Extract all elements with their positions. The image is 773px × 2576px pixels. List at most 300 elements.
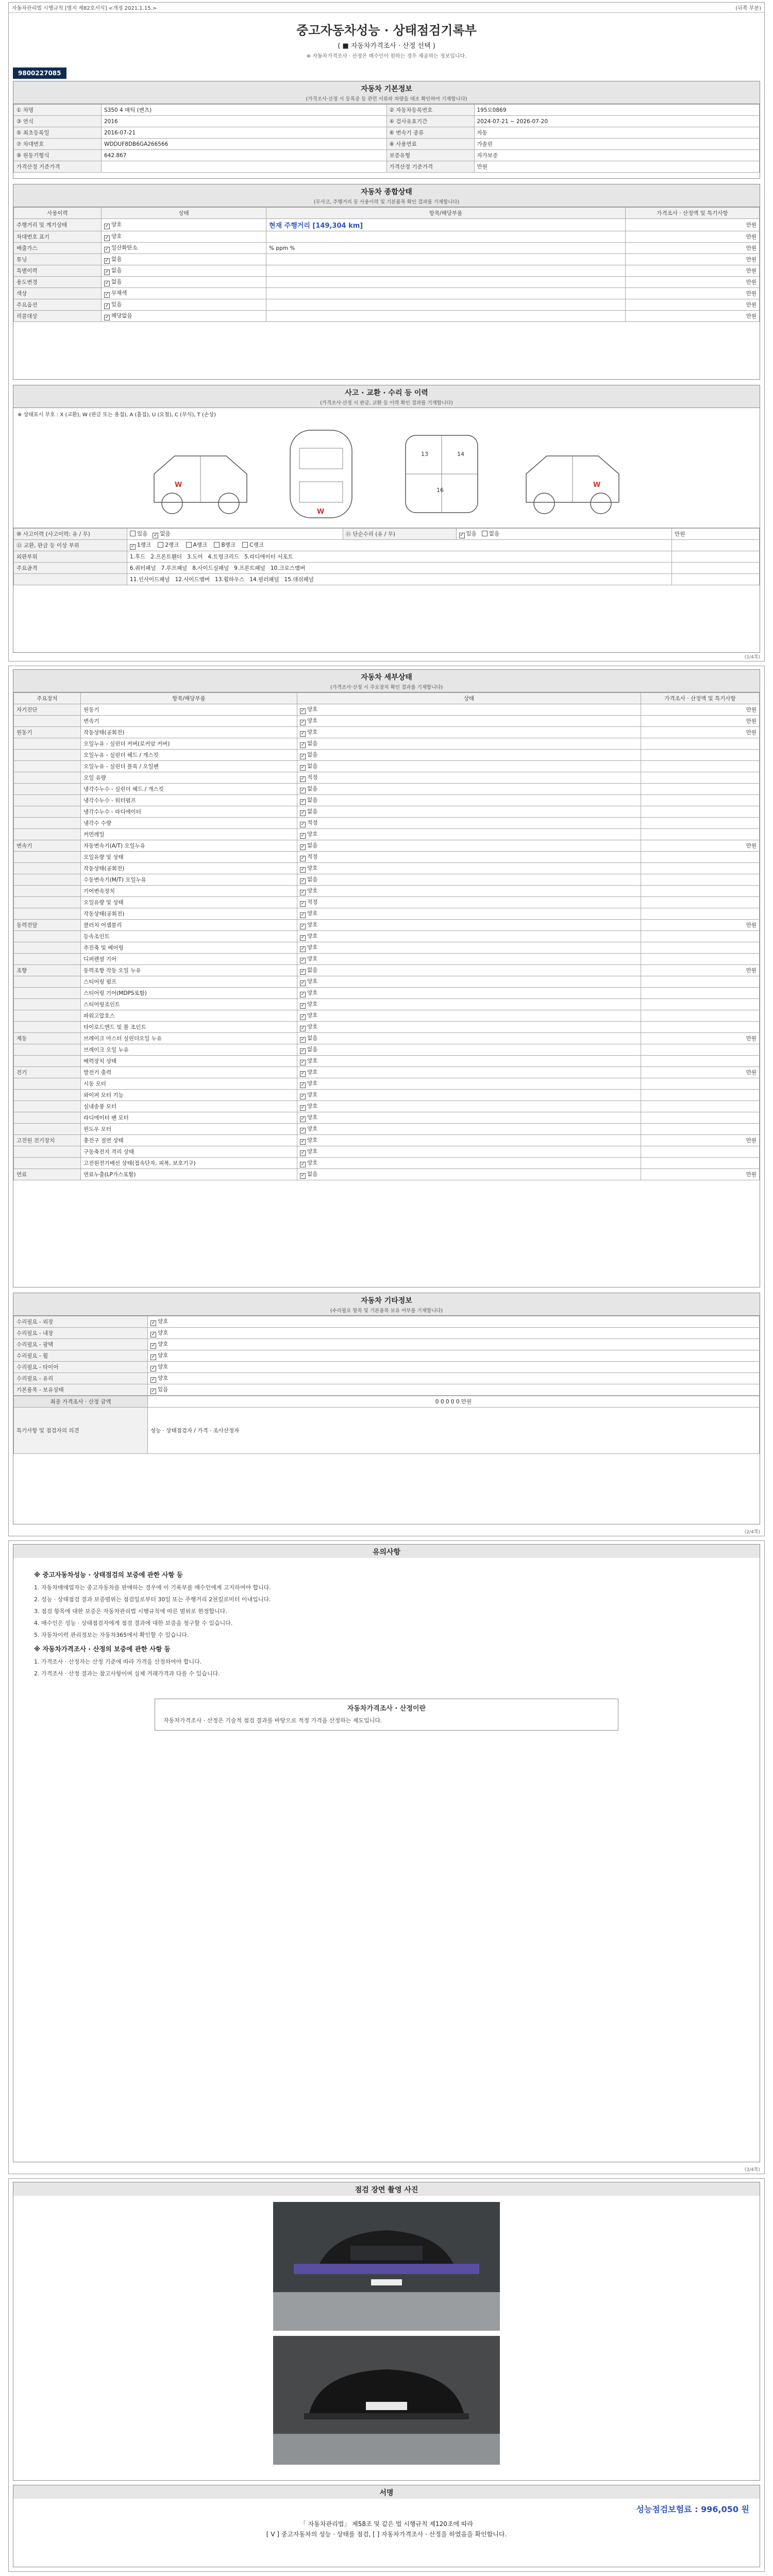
detail-row	[14, 1044, 760, 1056]
svg-text:W: W	[175, 481, 182, 489]
car-underbody-view	[385, 425, 498, 523]
overall-state: ✓ 없음	[102, 277, 266, 288]
column-header: 상태	[102, 208, 266, 219]
special-note-value: 성능 · 상태점검자 / 가격 · 조사산정자	[148, 1408, 760, 1454]
detail-part: 충전구 절연 상태	[81, 1135, 297, 1146]
overall-row	[14, 219, 760, 231]
detail-state: ✓ 양호	[297, 1158, 641, 1169]
detail-group	[14, 716, 81, 727]
detail-part: 실내송풍 모터	[81, 1101, 297, 1112]
sign-explainer-body: 자동차가격조사 · 산정은 기술적 점검 결과를 바탕으로 적정 가격을 산정하는 제도입니다.	[163, 1717, 382, 1724]
basic-info-row	[14, 150, 760, 161]
detail-state: ✓ 양호	[297, 999, 641, 1010]
overall-price: 만원	[626, 219, 760, 231]
detail-row	[14, 931, 760, 942]
detail-price	[641, 750, 760, 761]
car-side-view-left	[144, 425, 257, 523]
detail-price	[641, 863, 760, 874]
column-header: 상태	[297, 693, 641, 704]
field-value	[102, 161, 387, 173]
detail-row	[14, 1135, 760, 1146]
detail-state: ✓ 양호	[297, 1146, 641, 1158]
overall-row	[14, 231, 760, 243]
overall-price: 만원	[626, 231, 760, 243]
detail-state: ✓ 없음	[297, 1033, 641, 1044]
accident-table: ⑩ 사고이력 (사고이력: 유 / 무) 있음✓ 없음 ⑪ 단순수리 (유 / 무) ✓ 있음 없음 만원 ⑫ 교환, 판금 등 이상 부위 ✓ 1랭크 2랭크 A랭크 B랭크 C랭크 외판부위 1.후드 2.프론트휀더 3.도어 4.트렁크리드 5.라디에이터 서포트 주요골격 6.쿼터패널 7.루프패널 8.사이드실패널 9.프론트패널 10.크로스멤버 11.인사이드패널 12.사이드멤버 13.휠하우스 14.필러패널 15.대쉬패널	[13, 528, 760, 585]
detail-part: 냉각수누수 - 워터펌프	[81, 795, 297, 806]
notice-item: 5. 자동차이력 관리정보는 자동차365에서 확인할 수 있습니다.	[34, 1632, 189, 1638]
overall-state: ✓ 없음	[102, 254, 266, 265]
final-price-label: 최종 가격조사 · 산정 금액	[14, 1396, 148, 1408]
detail-price: 만원	[641, 1135, 760, 1146]
detail-state: ✓ 없음	[297, 761, 641, 772]
overall-detail	[266, 299, 626, 311]
detail-row	[14, 738, 760, 750]
field-value: 만원	[474, 161, 760, 173]
field-label: ⑧ 사용연료	[386, 139, 474, 150]
detail-state: ✓ 없음	[297, 1044, 641, 1056]
detail-part: 커먼레일	[81, 829, 297, 840]
svg-text:14: 14	[457, 450, 464, 457]
overall-row	[14, 243, 760, 254]
section-signature	[13, 2485, 760, 2567]
other-info-row	[14, 1384, 760, 1396]
document-subtitle: ( ■ 자동차가격조사 · 산정 선택 )	[338, 42, 435, 50]
overall-detail	[266, 231, 626, 243]
detail-price	[641, 942, 760, 954]
detail-group	[14, 1056, 81, 1067]
seal-statement	[13, 2519, 760, 2539]
detail-price	[641, 829, 760, 840]
detail-part: 수동변속기(M/T) 오일누유	[81, 874, 297, 886]
section-note: (수리필요 항목 및 기본품목 보유 여부를 기재합니다)	[13, 1307, 760, 1316]
detail-part: 추진축 및 베어링	[81, 942, 297, 954]
overall-state: ✓ 양호	[102, 231, 266, 243]
overall-state: ✓ 일산화탄소	[102, 243, 266, 254]
other-info-label: 수리필요 - 외장	[14, 1316, 148, 1328]
detail-state: ✓ 양호	[297, 1124, 641, 1135]
page-number: (2/4쪽)	[744, 1530, 760, 1535]
detail-group	[14, 897, 81, 908]
field-label: ⑥ 변속기 종류	[386, 127, 474, 139]
detail-state: ✓ 없음	[297, 806, 641, 818]
field-label: ⑨ 원동기형식	[14, 150, 102, 161]
detail-group: 제동	[14, 1033, 81, 1044]
document-number: 9800227085	[13, 67, 66, 79]
detail-row	[14, 874, 760, 886]
detail-price	[641, 738, 760, 750]
overall-row	[14, 277, 760, 288]
detail-row	[14, 1124, 760, 1135]
detail-price	[641, 999, 760, 1010]
detail-group	[14, 852, 81, 863]
notice-item: 1. 자동차매매업자는 중고자동차를 판매하는 경우에 이 기록부를 매수인에게 고지하여야 합니다.	[34, 1584, 271, 1591]
detail-price	[641, 795, 760, 806]
field-value: 2024-07-21 ~ 2026-07-20	[474, 116, 760, 127]
svg-text:W: W	[593, 481, 601, 489]
detail-part: 오일 유량	[81, 772, 297, 784]
detail-price: 만원	[641, 704, 760, 716]
detail-part: 배력장치 상태	[81, 1056, 297, 1067]
detail-state: ✓ 없음	[297, 784, 641, 795]
overall-detail	[266, 311, 626, 322]
page-1	[8, 2, 765, 662]
other-info-value: ✓ 양호	[148, 1328, 760, 1339]
overall-detail	[266, 277, 626, 288]
detail-price	[641, 1010, 760, 1022]
detail-row	[14, 1010, 760, 1022]
column-header: 가격조사 · 산정액 및 특기사항	[641, 693, 760, 704]
overall-detail	[266, 265, 626, 277]
detail-group: 동력전달	[14, 920, 81, 931]
detail-row	[14, 886, 760, 897]
notice-body	[13, 1558, 760, 1738]
basic-info-table	[13, 104, 760, 173]
svg-text:W: W	[317, 507, 325, 516]
seal-line-1: 「 자동차관리법」 제58조 및 같은 법 시행규칙 제120조에 따라	[299, 2520, 474, 2528]
detail-row	[14, 852, 760, 863]
seal-line-2: [ V ] 중고자동차의 성능 · 상태를 점검, [ ] 자동차가격조사 · 산정을 하였음을 확인합니다.	[266, 2531, 507, 2538]
detail-price	[641, 1124, 760, 1135]
section-note: (무사고, 주행거리 등 사용이력 및 기본품목 확인 결과를 기재합니다)	[13, 198, 760, 207]
detail-group	[14, 806, 81, 818]
detail-group	[14, 818, 81, 829]
detail-part: 오일유량 및 상태	[81, 897, 297, 908]
field-label: 가격산정 기준가격	[386, 161, 474, 173]
detail-state: ✓ 양호	[297, 1078, 641, 1090]
other-info-value: ✓ 양호	[148, 1362, 760, 1373]
detail-state: ✓ 양호	[297, 942, 641, 954]
notice-item: 1. 가격조사 · 산정자는 산정 기준에 따라 가격을 산정하여야 합니다.	[34, 1658, 202, 1665]
field-value: 195모0869	[474, 105, 760, 116]
final-price-value: 0 0 0 0 0 만원	[148, 1396, 760, 1408]
inspection-photo-rear	[273, 2336, 500, 2465]
detail-part: 기어변속장치	[81, 886, 297, 897]
detail-row	[14, 750, 760, 761]
detail-group	[14, 976, 81, 988]
detail-group	[14, 795, 81, 806]
detail-price: 만원	[641, 840, 760, 852]
field-label: ④ 검사유효기간	[386, 116, 474, 127]
section-note: (가격조사·산정 시 주요장치 확인 결과를 기재합니다)	[13, 683, 760, 692]
detail-group	[14, 1078, 81, 1090]
detail-group	[14, 738, 81, 750]
overall-price: 만원	[626, 311, 760, 322]
detail-row	[14, 784, 760, 795]
detail-row	[14, 1169, 760, 1180]
rank-values: ✓ 1랭크 2랭크 A랭크 B랭크 C랭크	[127, 540, 672, 551]
detail-part: 연료누출(LP가스포함)	[81, 1169, 297, 1180]
detail-part: 시동 모터	[81, 1078, 297, 1090]
detail-group	[14, 1146, 81, 1158]
detail-price	[641, 1090, 760, 1101]
sign-explainer-title: 자동차가격조사 · 산정이란	[347, 1705, 426, 1713]
detail-price	[641, 761, 760, 772]
detail-price: 만원	[641, 1067, 760, 1078]
detail-price	[641, 818, 760, 829]
detail-price	[641, 772, 760, 784]
detail-state: ✓ 양호	[297, 976, 641, 988]
field-label: 가격산정 기준가격	[14, 161, 102, 173]
field-value: 자가보증	[474, 150, 760, 161]
detail-state: ✓ 양호	[297, 1056, 641, 1067]
detail-group	[14, 874, 81, 886]
field-value: S350 4 매틱 (벤츠)	[102, 105, 387, 116]
detail-row	[14, 1090, 760, 1101]
detail-group	[14, 999, 81, 1010]
detail-part: 브레이크 마스터 실린더오일 누유	[81, 1033, 297, 1044]
overall-item: 주요옵션	[14, 299, 102, 311]
section-other-info	[13, 1293, 760, 1524]
detail-state: ✓ 없음	[297, 840, 641, 852]
section-notice	[13, 1544, 760, 2162]
detail-group	[14, 1022, 81, 1033]
other-info-label: 수리필요 - 내장	[14, 1328, 148, 1339]
overall-item: 색상	[14, 288, 102, 299]
section-overall-state	[13, 184, 760, 380]
field-value: 2016-07-21	[102, 127, 387, 139]
detail-group: 연료	[14, 1169, 81, 1180]
detail-row	[14, 988, 760, 999]
notice-item: 2. 성능 · 상태점검 결과 보증범위는 점검일로부터 30일 또는 주행거리 2천킬로미터 이내입니다.	[34, 1596, 271, 1603]
detail-group	[14, 772, 81, 784]
detail-row	[14, 1158, 760, 1169]
other-info-row	[14, 1316, 760, 1328]
other-info-row	[14, 1350, 760, 1362]
detail-price: 만원	[641, 727, 760, 738]
detail-price	[641, 954, 760, 965]
overall-item: 배출가스	[14, 243, 102, 254]
detail-group	[14, 761, 81, 772]
field-value: 2016	[102, 116, 387, 127]
overall-row	[14, 288, 760, 299]
detail-part: 클러치 어셈블리	[81, 920, 297, 931]
field-label: ③ 연식	[14, 116, 102, 127]
detail-price	[641, 931, 760, 942]
detail-row	[14, 1078, 760, 1090]
detail-price	[641, 1078, 760, 1090]
other-info-value: ✓ 양호	[148, 1316, 760, 1328]
overall-row	[14, 265, 760, 277]
page-number: (1/4쪽)	[744, 655, 760, 660]
detail-price	[641, 1056, 760, 1067]
detail-part: 발전기 출력	[81, 1067, 297, 1078]
detail-state: ✓ 양호	[297, 1090, 641, 1101]
detail-group	[14, 1090, 81, 1101]
basic-info-row	[14, 127, 760, 139]
detail-part: 동력조향 작동 오일 누유	[81, 965, 297, 976]
detail-row	[14, 806, 760, 818]
overall-price: 만원	[626, 265, 760, 277]
detail-part: 오일유량 및 상태	[81, 852, 297, 863]
other-info-row	[14, 1328, 760, 1339]
detail-group: 변속기	[14, 840, 81, 852]
other-info-label: 기본품목 - 보유상태	[14, 1384, 148, 1396]
detail-row	[14, 1067, 760, 1078]
detail-row	[14, 965, 760, 976]
detail-price	[641, 976, 760, 988]
detail-state: ✓ 양호	[297, 954, 641, 965]
field-value: 자동	[474, 127, 760, 139]
field-label: ① 차명	[14, 105, 102, 116]
overall-price: 만원	[626, 299, 760, 311]
detail-state: ✓ 양호	[297, 829, 641, 840]
detail-price	[641, 988, 760, 999]
detail-row	[14, 976, 760, 988]
detail-part: 냉각수누수 - 실린더 헤드 / 개스킷	[81, 784, 297, 795]
detail-part: 고전원전기배선 상태(접속단자, 피복, 보호기구)	[81, 1158, 297, 1169]
section-title: 유의사항	[13, 1545, 760, 1558]
sign-explainer	[155, 1699, 618, 1731]
detail-state: ✓ 없음	[297, 795, 641, 806]
detail-part: 와이퍼 모터 기능	[81, 1090, 297, 1101]
detail-state: ✓ 양호	[297, 920, 641, 931]
notice-heading-2: ※ 자동차가격조사 · 산정의 보증에 관한 사항 등	[34, 1645, 171, 1653]
overall-header-row	[14, 208, 760, 219]
detail-part: 윈도우 모터	[81, 1124, 297, 1135]
detail-group	[14, 988, 81, 999]
notice-item: 4. 매수인은 성능 · 상태점검자에게 점검 결과에 대한 보증을 청구할 수 있습니다.	[34, 1620, 233, 1626]
detail-row	[14, 829, 760, 840]
detail-group: 전기	[14, 1067, 81, 1078]
detail-state: ✓ 없음	[297, 965, 641, 976]
detail-group	[14, 1101, 81, 1112]
detail-part: 라디에이터 팬 모터	[81, 1112, 297, 1124]
detail-row	[14, 761, 760, 772]
detail-price	[641, 806, 760, 818]
detail-price	[641, 897, 760, 908]
column-header: 사용이력	[14, 208, 102, 219]
field-value: 642.867	[102, 150, 387, 161]
overall-state: ✓ 없음	[102, 265, 266, 277]
overall-item: 차대번호 표기	[14, 231, 102, 243]
simple-repair-value: ✓ 있음 없음	[456, 529, 672, 540]
notice-item: 3. 점검 항목에 대한 보증은 자동차관리법 시행규칙에 따른 범위로 한정합니다.	[34, 1608, 227, 1615]
detail-part: 냉각수 수량	[81, 818, 297, 829]
detail-state: ✓ 양호	[297, 886, 641, 897]
detail-group	[14, 1044, 81, 1056]
overall-state-table	[13, 207, 760, 322]
detail-part: 디퍼렌셜 기어	[81, 954, 297, 965]
detail-price	[641, 784, 760, 795]
detail-state: ✓ 없음	[297, 750, 641, 761]
overall-state: ✓ 무채색	[102, 288, 266, 299]
other-info-table	[13, 1316, 760, 1396]
field-value: WDDUF8DB6GA266566	[102, 139, 387, 150]
overall-item: 용도변경	[14, 277, 102, 288]
detail-row	[14, 1146, 760, 1158]
other-info-value: ✓ 양호	[148, 1350, 760, 1362]
other-info-value: ✓ 양호	[148, 1373, 760, 1384]
detail-price: 만원	[641, 965, 760, 976]
other-info-label: 수리필요 - 타이어	[14, 1362, 148, 1373]
overall-price: 만원	[626, 254, 760, 265]
field-label: ⑦ 차대번호	[14, 139, 102, 150]
detail-price	[641, 1146, 760, 1158]
overall-state: ✓ 양호	[102, 219, 266, 231]
detail-header-row	[14, 693, 760, 704]
detail-state: ✓ 적정	[297, 772, 641, 784]
detail-group: 조향	[14, 965, 81, 976]
column-header: 가격조사 · 산정액 및 특기사항	[626, 208, 760, 219]
basic-info-row	[14, 116, 760, 127]
detail-part: 타이로드엔드 및 볼 조인트	[81, 1022, 297, 1033]
overall-item: 특별이력	[14, 265, 102, 277]
detail-part: 오일누유 - 실린더 블록 / 오일팬	[81, 761, 297, 772]
detail-group	[14, 1124, 81, 1135]
detail-price	[641, 852, 760, 863]
detail-state: ✓ 양호	[297, 727, 641, 738]
detail-part: 브레이크 오일 누유	[81, 1044, 297, 1056]
detail-state: ✓ 없음	[297, 1169, 641, 1180]
notice-item: 2. 가격조사 · 산정 결과는 참고사항이며 실제 거래가격과 다를 수 있습니다.	[34, 1670, 220, 1677]
section-basic-info	[13, 81, 760, 179]
detail-price: 만원	[641, 920, 760, 931]
detail-state: ✓ 적정	[297, 852, 641, 863]
detail-group	[14, 931, 81, 942]
overall-price: 만원	[626, 243, 760, 254]
detail-state-table	[13, 692, 760, 1180]
accident-q-label: ⑩ 사고이력 (사고이력: 유 / 무)	[14, 529, 127, 540]
detail-state: ✓ 양호	[297, 1112, 641, 1124]
section-title: 자동차 종합상태	[13, 184, 760, 198]
detail-state: ✓ 양호	[297, 908, 641, 920]
notice-heading-1: ※ 중고자동차성능 · 상태점검의 보증에 관한 사항 등	[34, 1571, 183, 1579]
detail-row	[14, 818, 760, 829]
detail-state: ✓ 양호	[297, 931, 641, 942]
overall-item: 리콜대상	[14, 311, 102, 322]
page-4	[8, 2178, 765, 2572]
overall-row	[14, 299, 760, 311]
detail-part: 작동상태(공회전)	[81, 727, 297, 738]
overall-row	[14, 311, 760, 322]
detail-group	[14, 1010, 81, 1022]
detail-part: 자동변속기(A/T) 오일누유	[81, 840, 297, 852]
detail-group	[14, 886, 81, 897]
detail-state: ✓ 없음	[297, 874, 641, 886]
detail-part: 오일누유 - 실린더 커버(로커암 커버)	[81, 738, 297, 750]
detail-part: 스티어링조인트	[81, 999, 297, 1010]
detail-part: 작동상태(공회전)	[81, 908, 297, 920]
detail-part: 원동기	[81, 704, 297, 716]
detail-row	[14, 1056, 760, 1067]
detail-row	[14, 727, 760, 738]
car-top-view	[275, 425, 367, 523]
section-note: (가격조사·산정 시 판금, 교환 등 이력 확인 결과를 기재합니다)	[13, 399, 760, 408]
overall-item: 주행거리 및 계기상태	[14, 219, 102, 231]
detail-price	[641, 1022, 760, 1033]
detail-price	[641, 908, 760, 920]
field-label: 보증유형	[386, 150, 474, 161]
detail-row	[14, 999, 760, 1010]
detail-part: 스티어링 기어(MDPS포함)	[81, 988, 297, 999]
svg-text:16: 16	[436, 486, 444, 494]
detail-state: ✓ 없음	[297, 738, 641, 750]
detail-part: 작동상태(공회전)	[81, 863, 297, 874]
detail-part: 구동축전지 격리 상태	[81, 1146, 297, 1158]
detail-state: ✓ 양호	[297, 1135, 641, 1146]
section-detail-state	[13, 669, 760, 1287]
page-header	[9, 3, 764, 13]
page-number: (3/4쪽)	[744, 2167, 760, 2173]
overall-row	[14, 254, 760, 265]
detail-row	[14, 897, 760, 908]
detail-row	[14, 704, 760, 716]
detail-group: 고전원 전기장치	[14, 1135, 81, 1146]
other-info-value: ✓ 있음	[148, 1384, 760, 1396]
legend-text: ※ 상태표시 부호 : X (교환), W (판금 또는 용접), A (흠집), U (요철), C (부식), T (손상)	[18, 412, 216, 418]
overall-state: ✓ 해당없음	[102, 311, 266, 322]
